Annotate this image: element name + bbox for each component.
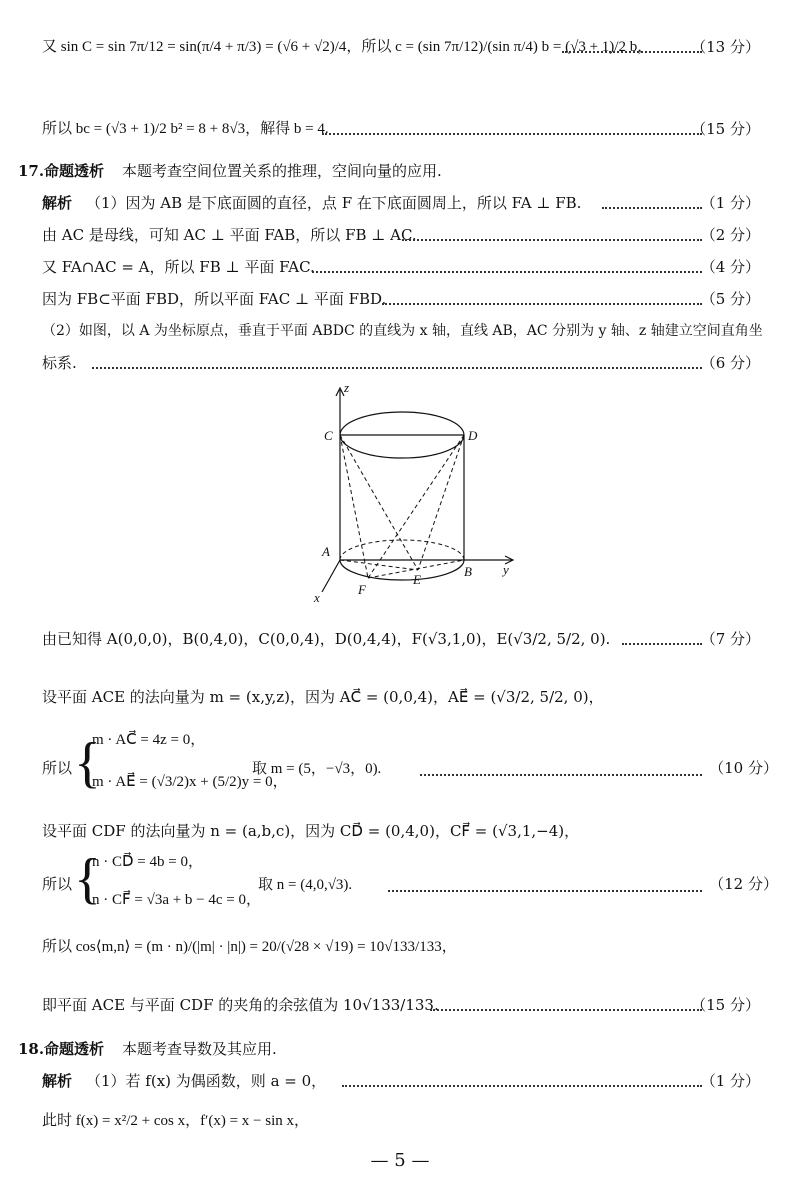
step-text: （2）如图，以 A 为坐标原点，垂直于平面 ABDC 的直线为 x 轴，直线 AB，AC 分别为 y 轴、z 轴建立空间直角坐 bbox=[42, 323, 763, 339]
equation-line-bc bbox=[42, 116, 782, 142]
label-x: x bbox=[314, 590, 320, 605]
solution-step-12 bbox=[42, 992, 782, 1018]
leader-dots bbox=[430, 1009, 702, 1011]
equation-line-sinC bbox=[42, 34, 782, 60]
step-text: 由 AC 是母线，可知 AC ⊥ 平面 FAB，所以 FB ⊥ AC. bbox=[42, 226, 417, 244]
question-18-header bbox=[0, 1036, 800, 1062]
leader-dots bbox=[342, 1085, 702, 1087]
score: （7 分） bbox=[700, 630, 760, 648]
score: （10 分） bbox=[709, 759, 778, 777]
bottom-back-arc bbox=[340, 540, 464, 560]
question-description: 本题考查空间位置关系的推理，空间向量的应用. bbox=[122, 162, 442, 180]
score: （6 分） bbox=[700, 354, 760, 372]
leader-dots bbox=[562, 51, 702, 53]
label-z: z bbox=[344, 380, 350, 395]
solution-step-9 bbox=[42, 818, 782, 844]
label-y: y bbox=[503, 562, 509, 577]
step-text: 设平面 CDF 的法向量为 n = (a,b,c)，因为 CD⃗ = (0,4,0)，CF⃗ = (√3,1,−4)， bbox=[42, 822, 580, 840]
step-text: 即平面 ACE 与平面 CDF 的夹角的余弦值为 10√133/133. bbox=[42, 996, 439, 1014]
leader-dots bbox=[622, 643, 702, 645]
leader-dots bbox=[420, 774, 702, 776]
jiexi-label: 解析 bbox=[42, 194, 73, 212]
score: （12 分） bbox=[709, 875, 778, 893]
leader-dots bbox=[382, 303, 702, 305]
solution-step-11 bbox=[42, 934, 782, 960]
step-text: 由已知得 A(0,0,0)，B(0,4,0)，C(0,0,4)，D(0,4,4)，F(√3,1,0)，E(√3/2, 5/2, 0). bbox=[42, 630, 611, 648]
solution-step-1 bbox=[42, 190, 782, 216]
leader-dots bbox=[388, 890, 702, 892]
step-text: 标系. bbox=[42, 354, 77, 372]
question-number: 17. bbox=[18, 162, 45, 180]
leader-dots bbox=[312, 271, 702, 273]
solution-step-5a bbox=[42, 318, 782, 344]
solution-step-2 bbox=[42, 222, 782, 248]
step-text: 又 FA∩AC = A，所以 FB ⊥ 平面 FAC. bbox=[42, 258, 315, 276]
step-text: （1）若 f(x) 为偶函数，则 a = 0， bbox=[86, 1072, 327, 1090]
solution-step-5b bbox=[42, 350, 782, 376]
page-number: — 5 — bbox=[370, 1150, 430, 1171]
system-row-2: m · AE⃗ = (√3/2)x + (5/2)y = 0， bbox=[92, 774, 288, 790]
score: （5 分） bbox=[700, 290, 760, 308]
label-E: E bbox=[413, 572, 421, 587]
cylinder-figure bbox=[300, 380, 530, 610]
score: （1 分） bbox=[700, 1072, 760, 1090]
score: （2 分） bbox=[700, 226, 760, 244]
score: （1 分） bbox=[700, 194, 760, 212]
score-15: （15 分） bbox=[691, 120, 760, 138]
question-17-header bbox=[0, 158, 800, 184]
q18-step-1 bbox=[42, 1068, 782, 1094]
solution-step-3 bbox=[42, 254, 782, 280]
x-axis bbox=[322, 560, 340, 592]
brace: { bbox=[74, 848, 101, 910]
label-F: F bbox=[358, 582, 366, 597]
system-row-1: m · AC⃗ = 4z = 0， bbox=[92, 732, 206, 748]
leader-dots bbox=[602, 207, 702, 209]
text-bc: 所以 bc = (√3 + 1)/2 b² = 8 + 8√3，解得 b = 4. bbox=[42, 121, 329, 137]
score-13: （13 分） bbox=[691, 38, 760, 56]
question-description: 本题考查导数及其应用. bbox=[122, 1040, 277, 1058]
system-row-2: n · CF⃗ = √3a + b − 4c = 0， bbox=[92, 892, 262, 908]
step-text: 因为 FB⊂平面 FBD，所以平面 FAC ⊥ 平面 FBD. bbox=[42, 290, 387, 308]
brace: { bbox=[74, 732, 101, 794]
take-m: 取 m = (5，−√3，0). bbox=[252, 761, 382, 777]
step-text: 设平面 ACE 的法向量为 m = (x,y,z)，因为 AC⃗ = (0,0,4)，AE⃗ = (√3/2, 5/2, 0)， bbox=[42, 688, 604, 706]
label-B: B bbox=[464, 564, 472, 579]
suoyi-label: 所以 bbox=[42, 759, 73, 777]
score: （15 分） bbox=[691, 996, 760, 1014]
solution-step-4 bbox=[42, 286, 782, 312]
step-text: （1）因为 AB 是下底面圆的直径，点 F 在下底面圆周上，所以 FA ⊥ FB. bbox=[86, 194, 582, 212]
question-number: 18. bbox=[18, 1040, 45, 1058]
take-n: 取 n = (4,0,√3). bbox=[258, 877, 353, 893]
score: （4 分） bbox=[700, 258, 760, 276]
section-label: 命题透析 bbox=[44, 162, 105, 180]
solution-step-7 bbox=[42, 684, 782, 710]
step-text: 所以 cos⟨m,n⟩ = (m · n)/(|m| · |n|) = 20/(√28 × √19) = 10√133/133， bbox=[42, 939, 457, 955]
label-D: D bbox=[468, 428, 478, 443]
suoyi-label: 所以 bbox=[42, 875, 73, 893]
q18-step-2 bbox=[42, 1108, 782, 1134]
leader-dots bbox=[322, 133, 702, 135]
step-text: 此时 f(x) = x²/2 + cos x，f′(x) = x − sin x， bbox=[42, 1113, 310, 1129]
label-A: A bbox=[322, 544, 330, 559]
section-label: 命题透析 bbox=[44, 1040, 105, 1058]
system-row-1: n · CD⃗ = 4b = 0， bbox=[92, 854, 203, 870]
leader-dots bbox=[402, 239, 702, 241]
leader-dots bbox=[92, 367, 702, 369]
jiexi-label: 解析 bbox=[42, 1072, 73, 1090]
solution-step-6 bbox=[42, 626, 782, 652]
text-sinC: 又 sin C = sin 7π/12 = sin(π/4 + π/3) = (√6 + √2)/4，所以 c = (sin 7π/12)/(sin π/4) b = (√3 + 1)/2 b， bbox=[42, 39, 653, 55]
label-C: C bbox=[324, 428, 333, 443]
